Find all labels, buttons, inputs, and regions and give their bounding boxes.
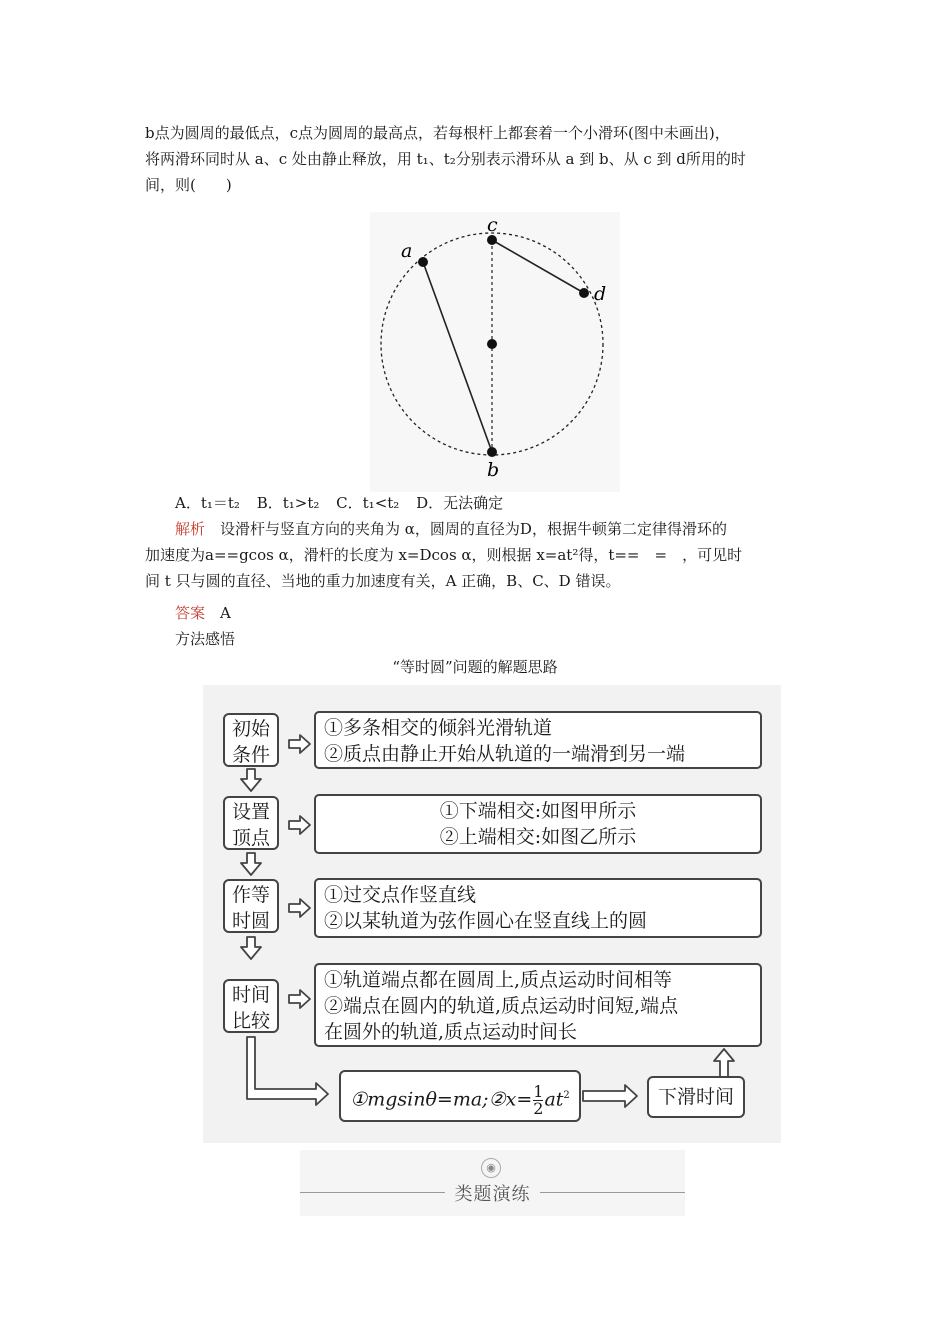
answer-choices xyxy=(175,490,515,516)
up-arrow-icon xyxy=(714,1049,734,1077)
footer-title: 类题演练 xyxy=(454,1184,531,1205)
label-c: c xyxy=(487,214,498,236)
label-b: b xyxy=(487,459,500,481)
result-box: 下滑时间 xyxy=(647,1076,745,1118)
choice-c: C．t₁<t₂ xyxy=(336,494,400,512)
step-content-draw-circle: ①过交点作竖直线 ②以某轨道为弦作圆心在竖直线上的圆 xyxy=(314,878,762,938)
label-a: a xyxy=(401,240,413,262)
method-heading: 方法感悟 xyxy=(175,630,236,648)
step-content-time-compare: ①轨道端点都在圆周上,质点运动时间相等 ②端点在圆内的轨道,质点运动时间短,端点 在圆外的轨道,质点运动时间长 xyxy=(314,963,762,1047)
answer-value: A xyxy=(220,604,231,622)
step-content-initial-conditions: ①多条相交的倾斜光滑轨道 ②质点由静止开始从轨道的一端滑到另一端 xyxy=(314,711,762,769)
formula-box: ①mgsinθ=ma;②x= $\frac{1}{2}$ $at^2$ xyxy=(339,1070,581,1122)
label-d: d xyxy=(594,283,607,305)
step-label-set-vertex: 设置顶点 xyxy=(223,796,279,850)
choice-a: A．t₁＝t₂ xyxy=(175,494,240,512)
location-pin-icon: ◉ xyxy=(481,1158,501,1178)
section-footer xyxy=(300,1150,685,1216)
problem-line-2: 将两滑环同时从 a、c 处由静止释放，用 t₁、t₂分别表示滑环从 a 到 b、从 c 到 d所用的时 xyxy=(145,150,746,168)
analysis-line-2: 加速度为a==gcos α，滑杆的长度为 x=Dcos α，则根据 x=at²得，t== = ，可见时 xyxy=(145,546,743,564)
step-label-time-compare: 时间比较 xyxy=(223,979,279,1033)
point-center xyxy=(487,339,497,349)
right-arrow-icon xyxy=(289,816,310,834)
down-arrow-icon xyxy=(241,769,261,791)
step-label-draw-circle: 作等时圆 xyxy=(223,879,279,933)
answer-label: 答案 xyxy=(175,604,206,622)
analysis-line-1: 解析 设滑杆与竖直方向的夹角为 α，圆周的直径为D，根据牛顿第二定律得滑环的 xyxy=(175,520,727,538)
choice-b: B．t₁>t₂ xyxy=(256,494,320,512)
analysis-line-3: 间 t 只与圆的直径、当地的重力加速度有关，A 正确，B、C、D 错误。 xyxy=(145,572,621,590)
point-a xyxy=(418,257,428,267)
answer-line xyxy=(145,600,810,626)
choice-d: D．无法确定 xyxy=(416,494,504,512)
flowchart-title: “等时圆”问题的解题思路 xyxy=(392,658,558,676)
right-arrow-icon xyxy=(583,1085,637,1107)
analysis-label: 解析 xyxy=(175,520,206,538)
point-c xyxy=(487,235,497,245)
flowchart xyxy=(203,685,781,1143)
circle-diagram xyxy=(370,212,620,492)
step-content-set-vertex: ①下端相交:如图甲所示 ②上端相交:如图乙所示 xyxy=(314,794,762,854)
down-arrow-icon xyxy=(241,853,261,875)
point-d xyxy=(579,288,589,298)
right-arrow-icon xyxy=(289,990,310,1008)
right-arrow-icon xyxy=(289,735,310,753)
step-label-initial-conditions: 初始条件 xyxy=(223,713,279,767)
problem-line-1: b点为圆周的最低点，c点为圆周的最高点，若每根杆上都套着一个小滑环(图中未画出)， xyxy=(145,124,730,142)
right-arrow-icon xyxy=(289,899,310,917)
problem-line-3: 间，则( ) xyxy=(145,176,232,194)
down-arrow-icon xyxy=(241,937,261,959)
point-b xyxy=(487,447,497,457)
bent-arrow-icon xyxy=(247,1037,328,1105)
